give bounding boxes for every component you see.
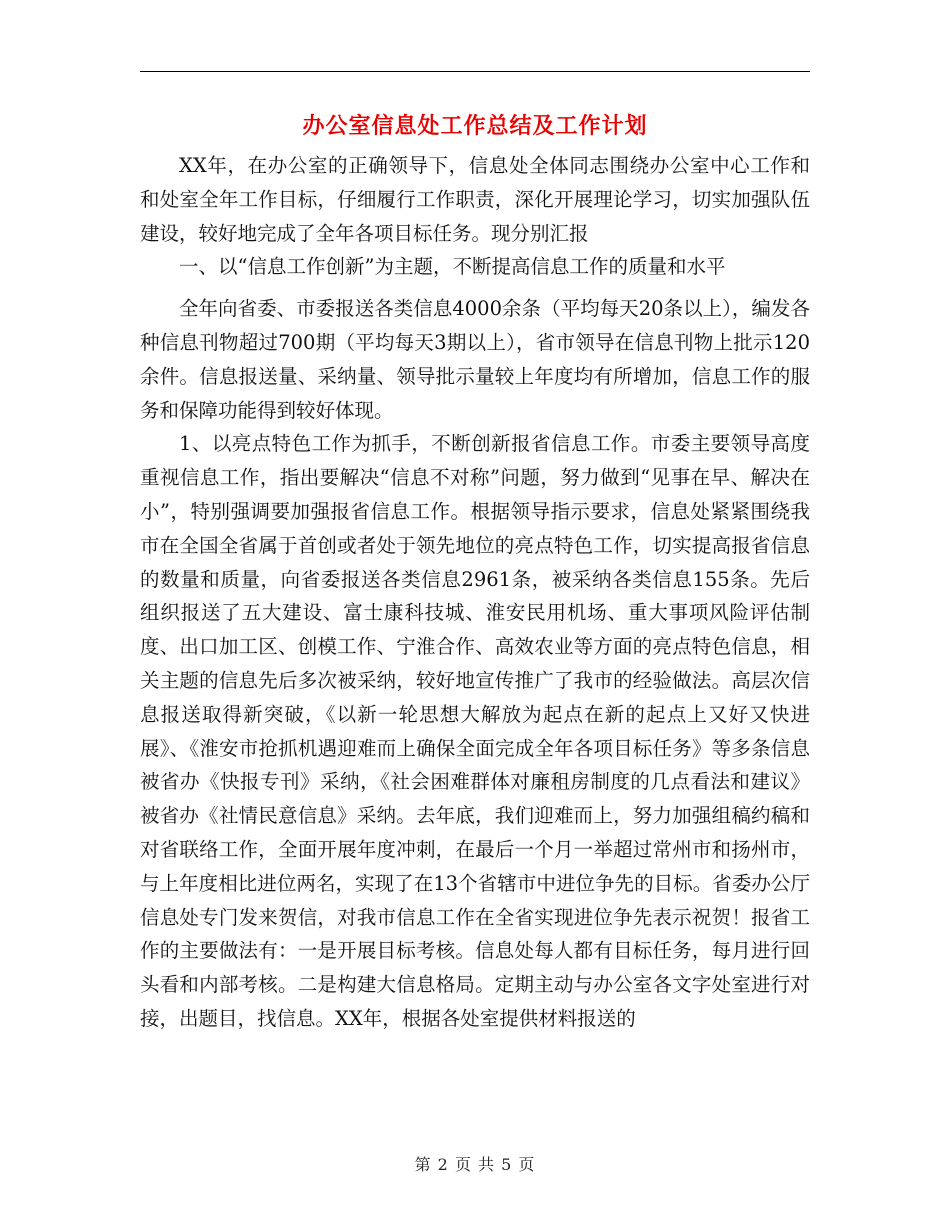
page-number-footer: 第 2 页 共 5 页 <box>414 1155 536 1174</box>
header-rule <box>140 71 810 72</box>
document-title: 办公室信息处工作总结及工作计划 <box>302 113 648 139</box>
paragraph-item-1: 1、以亮点特色工作为抓手，不断创新报省信息工作。市委主要领导高度重视信息工作，指出要解决“信息不对称”问题，努力做到“见事在早、解决在小”，特别强调要加强报省信息工作。根据领导指示要求，信息处紧紧围绕我市在全国全省属于首创或者处于领先地位的亮点特色工作，切实提高报省信息的数量和质量，向省委报送各类信息2961条，被采纳各类信息155条。先后组织报送了五大建设、富士康科技城、淮安民用机场、重大事项风险评估制度、出口加工区、创模工作、宁淮合作、高效农业等方面的亮点特色信息，相关主题的信息先后多次被采纳，较好地宣传推广了我市的经验做法。高层次信息报送取得新突破，《以新一轮思想大解放为起点在新的起点上又好又快进展》、《淮安市抢抓机遇迎难而上确保全面完成全年各项目标任务》等多条信息被省办《快报专刊》采纳，《社会困难群体对廉租房制度的几点看法和建议》被省办《社情民意信息》采纳。去年底，我们迎难而上，努力加强组稿约稿和对省联络工作，全面开展年度冲刺，在最后一个月一举超过常州市和扬州市，与上年度相比进位两名，实现了在13个省辖市中进位争先的目标。省委办公厅信息处专门发来贺信，对我市信息工作在全省实现进位争先表示祝贺！报省工作的主要做法有：一是开展目标考核。信息处每人都有目标任务，每月进行回头看和内部考核。二是构建大信息格局。定期主动与办公室各文字处室进行对接，出题目，找信息。XX年，根据各处室提供材料报送的 <box>140 432 810 1030</box>
paragraph-summary: 全年向省委、市委报送各类信息4000余条（平均每天20条以上），编发各种信息刊物超过700期（平均每天3期以上），省市领导在信息刊物上批示120余件。信息报送量、采纳量、领导批示量较上年度均有所增加，信息工作的服务和保障功能得到较好体现。 <box>140 297 810 422</box>
document-body <box>140 149 810 1036</box>
paragraph-intro: XX年，在办公室的正确领导下，信息处全体同志围绕办公室中心工作和和处室全年工作目标，仔细履行工作职责，深化开展理论学习，切实加强队伍建设，较好地完成了全年各项目标任务。现分别汇报 <box>140 154 810 245</box>
section-heading-1: 一、以“信息工作创新”为主题，不断提高信息工作的质量和水平 <box>179 255 726 279</box>
